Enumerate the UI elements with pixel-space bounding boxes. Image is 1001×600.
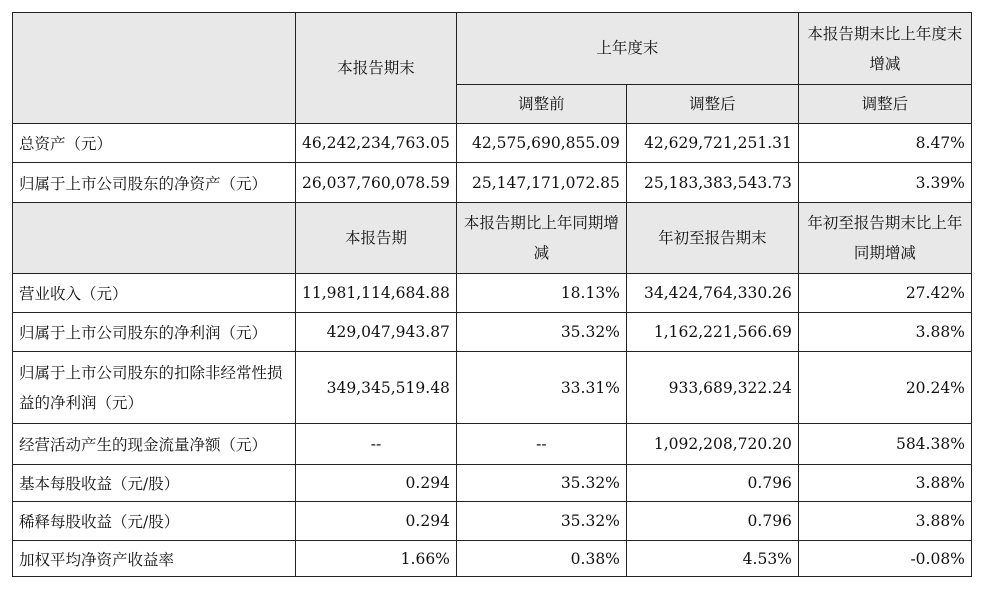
cell-period: 0.294: [296, 465, 457, 502]
cell-period: --: [296, 424, 457, 465]
header-current-period-end: 本报告期末: [296, 13, 457, 124]
table-row: [13, 352, 972, 424]
row-label: 营业收入（元）: [13, 274, 296, 313]
cell-period: 11,981,114,684.88: [296, 274, 457, 313]
header-after-adjustment: 调整后: [626, 85, 798, 124]
header-change-vs-last-year-end: 本报告期末比上年度末增减: [798, 13, 971, 85]
row-label: 归属于上市公司股东的扣除非经常性损益的净利润（元）: [13, 352, 296, 424]
cell-ytd-change: -0.08%: [798, 541, 971, 577]
header-blank-cell: [13, 203, 296, 274]
header-period-change: 本报告期比上年同期增减: [456, 203, 626, 274]
cell-change: 3.39%: [798, 163, 971, 203]
cell-ytd: 1,092,208,720.20: [626, 424, 798, 465]
cell-ytd: 0.796: [626, 465, 798, 502]
cell-ytd-change: 584.38%: [798, 424, 971, 465]
cell-ytd: 933,689,322.24: [626, 352, 798, 424]
cell-period: 349,345,519.48: [296, 352, 457, 424]
cell-after: 42,629,721,251.31: [626, 124, 798, 163]
cell-period-change: --: [456, 424, 626, 465]
cell-period: 0.294: [296, 502, 457, 541]
row-label: 经营活动产生的现金流量净额（元）: [13, 424, 296, 465]
cell-before: 25,147,171,072.85: [456, 163, 626, 203]
table-row: [13, 313, 972, 352]
header-row-3: [13, 203, 972, 274]
cell-ytd: 4.53%: [626, 541, 798, 577]
header-ytd: 年初至报告期末: [626, 203, 798, 274]
header-row-1: [13, 13, 972, 85]
header-current-period: 本报告期: [296, 203, 457, 274]
header-blank-cell: [13, 13, 296, 124]
cell-ytd: 0.796: [626, 502, 798, 541]
table-row: [13, 541, 972, 577]
cell-period-change: 33.31%: [456, 352, 626, 424]
table-row: [13, 274, 972, 313]
cell-after: 25,183,383,543.73: [626, 163, 798, 203]
table-row: [13, 465, 972, 502]
cell-period-change: 35.32%: [456, 502, 626, 541]
cell-period-change: 0.38%: [456, 541, 626, 577]
header-change-after-adjustment: 调整后: [798, 85, 971, 124]
row-label: 归属于上市公司股东的净资产（元）: [13, 163, 296, 203]
table-row: [13, 424, 972, 465]
cell-ytd-change: 3.88%: [798, 502, 971, 541]
row-label: 总资产（元）: [13, 124, 296, 163]
cell-current: 26,037,760,078.59: [296, 163, 457, 203]
cell-ytd: 1,162,221,566.69: [626, 313, 798, 352]
row-label: 加权平均净资产收益率: [13, 541, 296, 577]
table-row: [13, 124, 972, 163]
cell-period: 429,047,943.87: [296, 313, 457, 352]
cell-period-change: 35.32%: [456, 313, 626, 352]
cell-period-change: 18.13%: [456, 274, 626, 313]
financial-summary-table: [12, 12, 972, 577]
table-row: [13, 163, 972, 203]
cell-ytd-change: 3.88%: [798, 465, 971, 502]
cell-change: 8.47%: [798, 124, 971, 163]
cell-ytd: 34,424,764,330.26: [626, 274, 798, 313]
header-ytd-change: 年初至报告期末比上年同期增减: [798, 203, 971, 274]
row-label: 基本每股收益（元/股）: [13, 465, 296, 502]
cell-period-change: 35.32%: [456, 465, 626, 502]
cell-current: 46,242,234,763.05: [296, 124, 457, 163]
row-label: 归属于上市公司股东的净利润（元）: [13, 313, 296, 352]
table-row: [13, 502, 972, 541]
cell-ytd-change: 3.88%: [798, 313, 971, 352]
cell-ytd-change: 27.42%: [798, 274, 971, 313]
cell-period: 1.66%: [296, 541, 457, 577]
cell-before: 42,575,690,855.09: [456, 124, 626, 163]
cell-ytd-change: 20.24%: [798, 352, 971, 424]
header-before-adjustment: 调整前: [456, 85, 626, 124]
row-label: 稀释每股收益（元/股）: [13, 502, 296, 541]
header-last-year-end: 上年度末: [456, 13, 798, 85]
